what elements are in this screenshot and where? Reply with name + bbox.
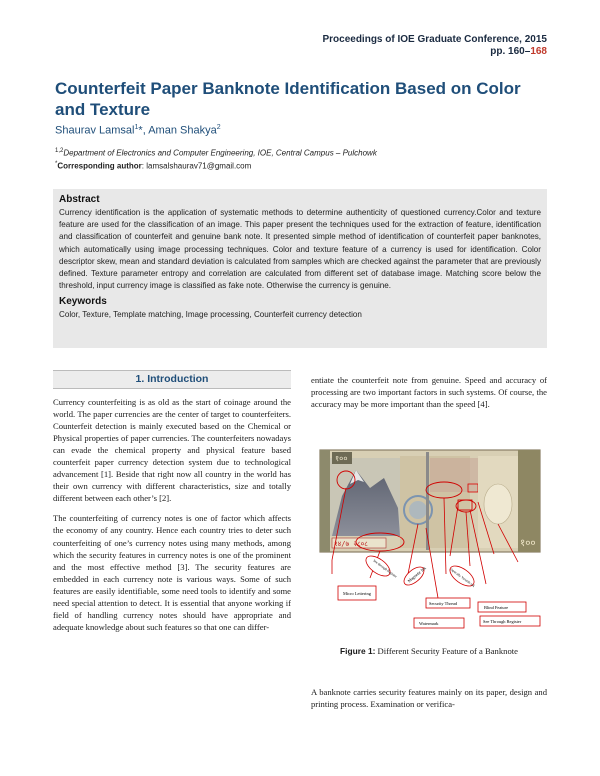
affiliation-marks: 1,2 bbox=[55, 148, 64, 154]
author-1: Shaurav Lamsal bbox=[55, 124, 135, 137]
proceedings-line: Proceedings of IOE Graduate Conference, 2015 bbox=[322, 34, 547, 45]
page-range-prefix: pp. 160– bbox=[490, 46, 531, 57]
author-1-star: * bbox=[138, 124, 143, 137]
intro-paragraph-3: entiate the counterfeit note from genuine. Speed and accuracy of processing are two important factors in such systems. Of course, the accuracy may be more important than the speed [4]. bbox=[311, 375, 547, 410]
author-2: Aman Shakya bbox=[148, 124, 217, 137]
text-panel bbox=[430, 458, 480, 492]
paper-title: Counterfeit Paper Banknote Identification Based on Color and Texture bbox=[55, 79, 521, 119]
label-see-through-left: See through Register bbox=[372, 558, 398, 579]
abstract-heading: Abstract bbox=[59, 194, 100, 205]
numeral-top: १०० bbox=[335, 454, 348, 463]
label-blind-feature: Blind Feature bbox=[484, 605, 509, 610]
watermark-oval bbox=[484, 484, 512, 524]
figure-caption bbox=[311, 646, 547, 656]
corresponding-email: : lamsalshaurav71@gmail.com bbox=[141, 161, 252, 171]
label-optically-variable-ink: Optically Variable Ink bbox=[449, 567, 476, 588]
author-separator: , bbox=[142, 124, 149, 137]
abstract-box bbox=[53, 189, 547, 348]
intro-paragraph-1: Currency counterfeiting is as old as the start of coinage around the world. The paper currencies are the center of target to counterfeiters. Counterfeit detection is mainly executed based on the Chemical or Physical properties of paper currencies. The counterfeiters nowadays can evade the chemical property and physical feature based counterfeit paper currency detection system due to technological advancement [1]. Beside that right now all country in the world has their own currency with different characteristics, size and totally different between each other’s [2]. bbox=[53, 397, 291, 504]
page-range-end: 168 bbox=[530, 46, 547, 57]
banknote-figure bbox=[318, 448, 542, 630]
figure-caption-text: Different Security Feature of a Banknote bbox=[375, 646, 518, 656]
intro-paragraph-2: The counterfeiting of currency notes is one of factor which affects the economy of any country. Hence each country tries to deter such counterfeiting of one’s currency notes using many methods, among which the security features in currency notes is one of the prominent and the most effective method [3]. The security features are embedded in each currency note is various ways. Some of such features are easily identifiable, some need tools to identify and some need special attention to detect. It is essential that anyone working if field of handling currency notes should have appropriate and adequate knowledge about such features so that one can differ- bbox=[53, 513, 291, 632]
intro-paragraph-4: A banknote carries security features mainly on its paper, design and printing process. Examination or verifica- bbox=[311, 687, 547, 710]
left-column bbox=[53, 396, 291, 641]
left-strip bbox=[320, 450, 330, 552]
keywords-heading: Keywords bbox=[59, 296, 107, 308]
label-watermark: Watermark bbox=[419, 621, 439, 626]
right-strip bbox=[518, 450, 540, 552]
serial-number: १४/७ २८०८ bbox=[334, 540, 368, 548]
corresponding-label: Corresponding author bbox=[57, 161, 142, 171]
corresponding-star: * bbox=[55, 160, 58, 167]
right-column-bottom bbox=[311, 686, 547, 718]
security-circle-inner bbox=[409, 501, 427, 519]
corresponding-line bbox=[55, 159, 377, 172]
page-range bbox=[322, 46, 547, 58]
label-security-thread: Security Thread bbox=[429, 601, 458, 606]
numeral-bottom: १०० bbox=[520, 538, 536, 549]
author-2-mark: 2 bbox=[216, 124, 221, 131]
label-magnetic-ink-left: Magnetic Ink bbox=[406, 565, 428, 584]
affiliation-department: Department of Electronics and Computer Engineering, IOE, Central Campus – Pulchowk bbox=[63, 148, 377, 158]
author-line bbox=[55, 124, 221, 137]
keywords-text: Color, Texture, Template matching, Image processing, Counterfeit currency detection bbox=[59, 310, 362, 320]
abstract-text: Currency identification is the application of systematic methods to determine authenticity of questioned currency.Color and texture feature are used for the classification of an image. This paper present the techniques used for the extraction of feature, identification and classification of counterfeit and genuine bank note. It presented simple method of identification of counterfeit paper banknotes, which automatically using image processing techniques. Color and texture feature of a currency is used for identification. Color descriptor skew, mean and standard deviation is calculated from samples which are checked against the parameter that are previously defined. Texture parameter entropy and correlation are calculated from different set of database image. Matching score below the threshold, input currency image is classified as fake note. Otherwise the currency is genuine. bbox=[59, 208, 541, 291]
section-heading-introduction: 1. Introduction bbox=[53, 370, 291, 389]
affiliation-block bbox=[55, 146, 377, 171]
figure-caption-label: Figure 1: bbox=[340, 646, 376, 656]
conference-header bbox=[322, 34, 547, 58]
affiliation-line bbox=[55, 146, 377, 159]
right-column-top bbox=[311, 374, 547, 418]
banknote-figure-svg bbox=[318, 448, 542, 630]
label-micro-lettering: Micro Lettering bbox=[343, 591, 371, 596]
author-1-mark: 1 bbox=[134, 124, 139, 131]
label-see-through-right: See Through Register bbox=[483, 619, 522, 624]
